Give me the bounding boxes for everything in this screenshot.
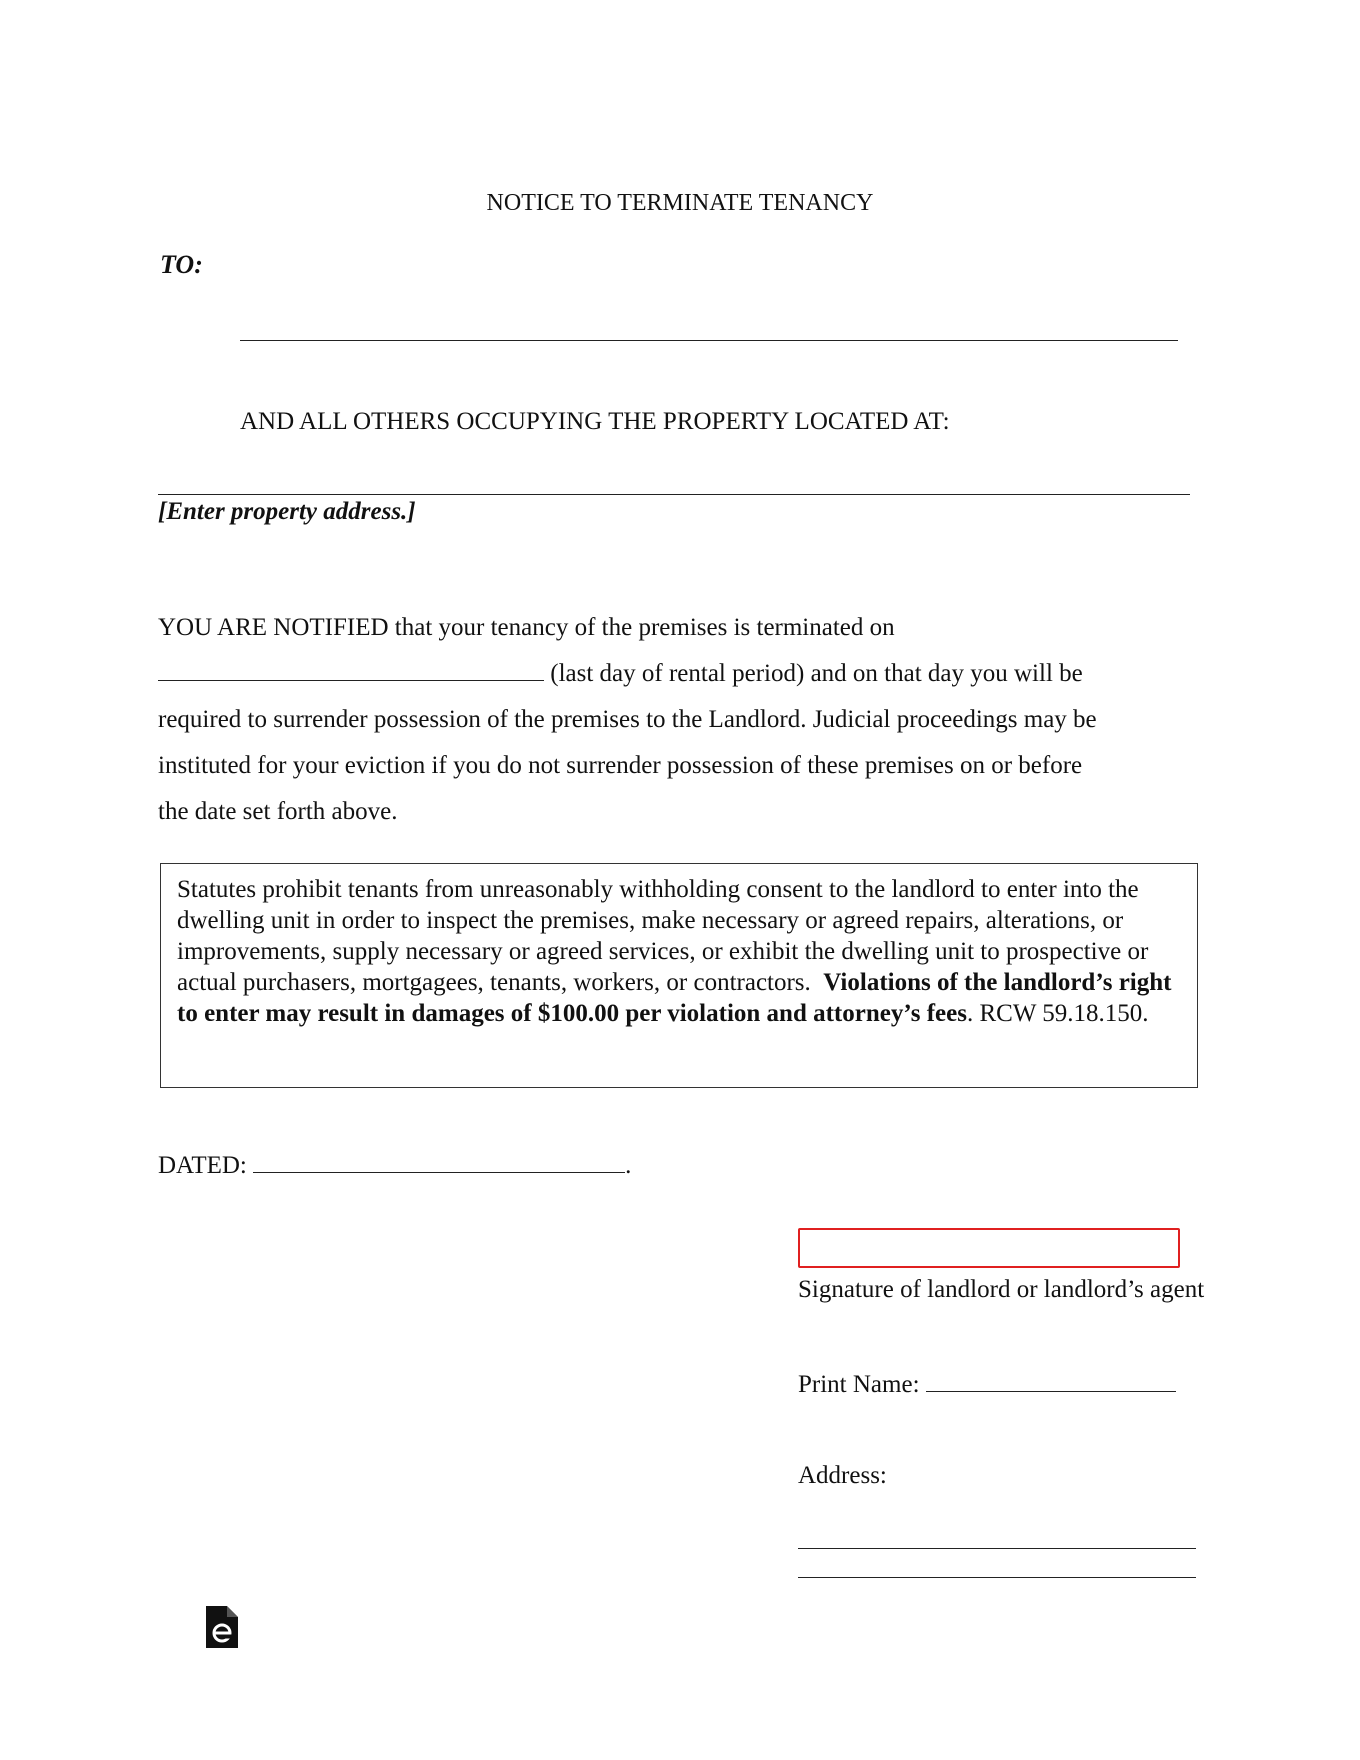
statute-violation-bold: Violations of the landlord’s right to enter may result in damages of $100.00 per violation and attorney’s fees: [177, 969, 1172, 1027]
property-address-line[interactable]: [158, 494, 1190, 495]
notice-paragraph: [158, 605, 1208, 835]
signature-caption: Signature of landlord or landlord’s agent: [798, 1276, 1205, 1303]
document-e-logo-icon: [206, 1606, 238, 1648]
notice-line-1: YOU ARE NOTIFIED that your tenancy of the premises is terminated on: [158, 614, 895, 641]
dated-suffix: .: [625, 1152, 632, 1179]
termination-date-blank[interactable]: [158, 656, 544, 681]
signature-field[interactable]: [798, 1228, 1180, 1268]
address-label: Address:: [798, 1462, 887, 1489]
notice-line-2: [158, 651, 1208, 697]
print-name-label: Print Name:: [798, 1371, 920, 1398]
notice-line-2-text: (last day of rental period) and on that day you will be: [550, 660, 1083, 687]
print-name-blank[interactable]: [926, 1367, 1176, 1392]
recipient-name-line[interactable]: [240, 340, 1178, 341]
dated-label: DATED:: [158, 1152, 247, 1179]
address-line-1[interactable]: [798, 1548, 1196, 1549]
to-label: TO:: [160, 250, 203, 279]
statute-text: Statutes prohibit tenants from unreasonably withholding consent to the landlord to enter into the dwelling unit in order to inspect the premises, make necessary or agreed repairs, alterations, or improvements, supply necessary or agreed services, or exhibit the dwelling unit to prospective or actual purchasers, mortgagees, tenants, workers, or contractors.: [177, 876, 1149, 996]
notice-line-4: instituted for your eviction if you do not surrender possession of these premises on or before: [158, 752, 1083, 779]
address-line-2[interactable]: [798, 1577, 1196, 1578]
others-occupying-line: AND ALL OTHERS OCCUPYING THE PROPERTY LOCATED AT:: [240, 408, 950, 435]
notice-line-5: the date set forth above.: [158, 798, 398, 825]
dated-blank[interactable]: [253, 1148, 625, 1173]
document-title: NOTICE TO TERMINATE TENANCY: [486, 190, 874, 216]
statute-notice-box: [160, 863, 1198, 1088]
property-address-placeholder: [Enter property address.]: [158, 498, 416, 525]
print-name-row: [798, 1367, 1176, 1399]
dated-row: [158, 1148, 631, 1180]
notice-line-3: required to surrender possession of the premises to the Landlord. Judicial proceedings may be: [158, 706, 1097, 733]
statute-citation: . RCW 59.18.150.: [966, 1000, 1149, 1027]
